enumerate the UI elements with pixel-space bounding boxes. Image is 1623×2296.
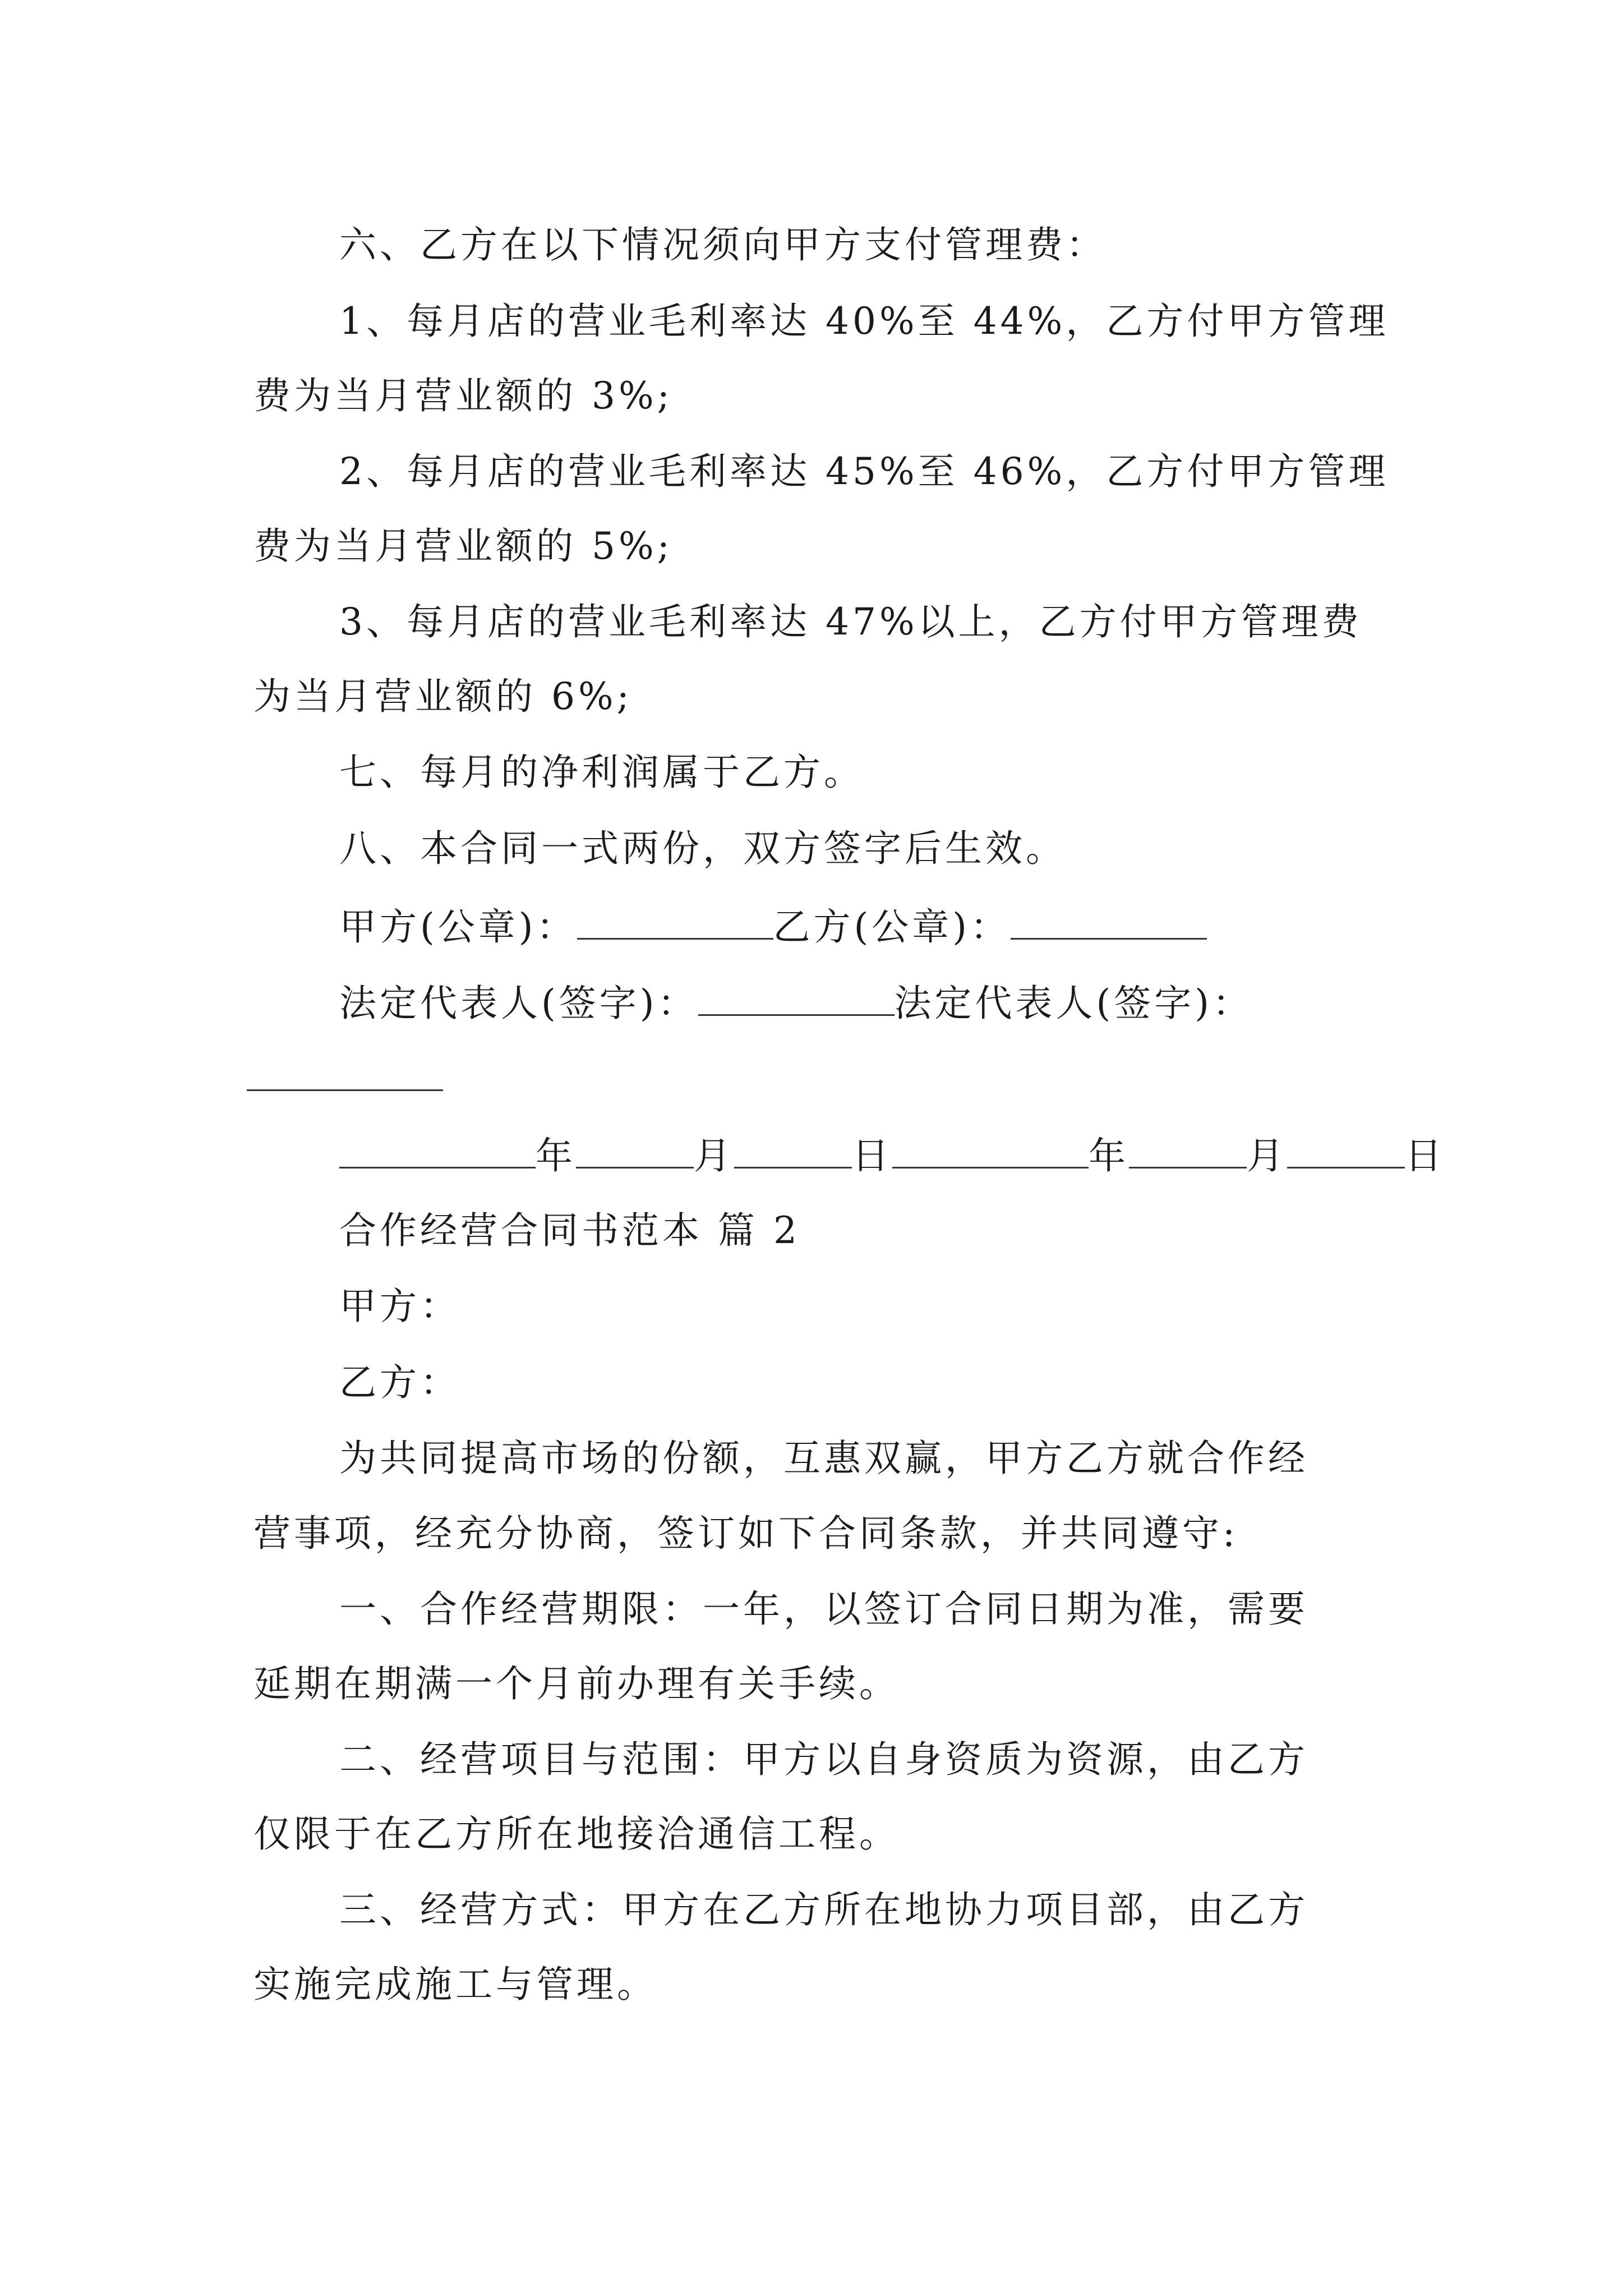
seal-line: [339, 905, 1207, 949]
party-b-rep-blank[interactable]: [247, 1089, 443, 1091]
method-clause-line1: 三、经营方式：甲方在乙方所在地协力项目部，由乙方: [339, 1888, 1308, 1931]
date-a-year: 年: [536, 1134, 576, 1177]
clause-6-1-line1: 1、每月店的营业毛利率达 40%至 44%，乙方付甲方管理: [339, 300, 1389, 343]
intro-line1: 为共同提高市场的份额，互惠双赢，甲方乙方就合作经: [339, 1437, 1308, 1480]
term-clause-line2: 延期在期满一个月前办理有关手续。: [253, 1662, 900, 1705]
clause-7: 七、每月的净利润属于乙方。: [339, 751, 864, 794]
clause-6-heading: 六、乙方在以下情况须向甲方支付管理费：: [339, 223, 1106, 266]
party-a-seal-label: 甲方(公章)：: [339, 905, 577, 949]
party-a-label: 甲方：: [339, 1285, 460, 1328]
clause-6-3-line2: 为当月营业额的 6%;: [253, 675, 633, 718]
date-b-day-blank[interactable]: [1287, 1135, 1405, 1168]
party-a-seal-blank[interactable]: [577, 907, 773, 940]
scope-clause-line2: 仅限于在乙方所在地接洽通信工程。: [253, 1812, 900, 1856]
date-a-day-blank[interactable]: [734, 1135, 852, 1168]
party-b-label: 乙方：: [339, 1361, 460, 1404]
date-b-month-blank[interactable]: [1129, 1135, 1247, 1168]
date-a-day: 日: [852, 1134, 892, 1177]
clause-6-3-line1: 3、每月店的营业毛利率达 47%以上，乙方付甲方管理费: [339, 600, 1362, 643]
party-b-seal-label: 乙方(公章)：: [773, 905, 1011, 949]
party-a-rep-label: 法定代表人(签字)：: [339, 982, 698, 1025]
scope-clause-line1: 二、经营项目与范围：甲方以自身资质为资源，由乙方: [339, 1738, 1308, 1781]
intro-line2: 营事项，经充分协商，签订如下合同条款，并共同遵守:: [253, 1512, 1239, 1555]
date-line: [339, 1135, 1445, 1175]
party-b-rep-label: 法定代表人(签字)：: [894, 982, 1253, 1025]
clause-6-2-line2: 费为当月营业额的 5%;: [253, 524, 673, 568]
party-b-seal-blank[interactable]: [1011, 907, 1207, 940]
date-b-year-blank[interactable]: [892, 1135, 1089, 1168]
representative-line: [339, 982, 1253, 1025]
date-a-month: 月: [694, 1134, 734, 1177]
term-clause-line1: 一、合作经营期限：一年，以签订合同日期为准，需要: [339, 1588, 1308, 1631]
clause-6-1-line2: 费为当月营业额的 3%;: [253, 374, 673, 417]
date-a-year-blank[interactable]: [339, 1135, 536, 1168]
section-2-title: 合作经营合同书范本 篇 2: [339, 1209, 800, 1252]
date-a-month-blank[interactable]: [576, 1135, 694, 1168]
date-b-day: 日: [1405, 1134, 1445, 1177]
party-a-rep-blank[interactable]: [698, 983, 895, 1016]
date-b-year: 年: [1089, 1134, 1129, 1177]
date-b-month: 月: [1247, 1134, 1287, 1177]
method-clause-line2: 实施完成施工与管理。: [253, 1963, 657, 2006]
clause-8: 八、本合同一式两份，双方签字后生效。: [339, 827, 1066, 870]
clause-6-2-line1: 2、每月店的营业毛利率达 45%至 46%，乙方付甲方管理: [339, 450, 1389, 493]
